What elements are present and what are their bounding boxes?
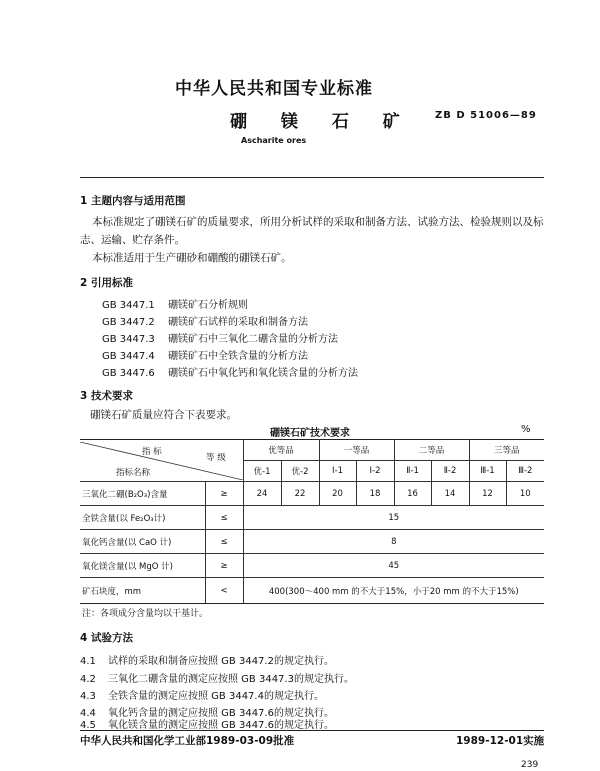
- table-corner-cell: [80, 440, 243, 482]
- row-operator: <: [205, 578, 243, 604]
- section1-para1-line1: 本标准规定了硼镁石矿的质量要求，所用分析试样的采取和制备方法、试验方法、检验规则以及标: [92, 216, 544, 228]
- corner-label-indicator: 指 标: [142, 446, 162, 457]
- method-text: 全铁含量的测定应按照 GB 3447.4的规定执行。: [108, 691, 324, 702]
- table-cell: 10: [506, 482, 544, 506]
- section3-intro: 硼镁石矿质量应符合下表要求。: [90, 409, 237, 421]
- subgrade-header: Ⅲ-2: [506, 461, 544, 482]
- reference-title: 硼镁矿石中全铁含量的分析方法: [168, 351, 308, 362]
- method-number: 4.4: [80, 708, 96, 719]
- table-caption: 硼镁石矿技术要求: [270, 428, 350, 439]
- row-operator: ≥: [205, 482, 243, 506]
- method-number: 4.5: [80, 720, 96, 731]
- row-name: 氧化镁含量(以 MgO 计): [80, 554, 205, 578]
- table-cell: 14: [431, 482, 469, 506]
- reference-code: GB 3447.6: [102, 368, 155, 379]
- reference-title: 硼镁矿石中三氧化二硼含量的分析方法: [168, 334, 338, 345]
- method-number: 4.2: [80, 674, 96, 685]
- document-title: 硼 镁 石 矿: [230, 112, 414, 132]
- reference-item: [102, 347, 308, 362]
- section2-heading: 2 引用标准: [80, 277, 133, 289]
- standard-code: ZB D 51006—89: [435, 110, 537, 121]
- footer-rule: [80, 730, 544, 731]
- table-cell: 12: [469, 482, 506, 506]
- section3-heading: 3 技术要求: [80, 390, 133, 402]
- subgrade-header: Ⅱ-2: [431, 461, 469, 482]
- corner-label-name: 指标名称: [116, 467, 151, 478]
- reference-code: GB 3447.4: [102, 351, 155, 362]
- table-unit: %: [521, 424, 531, 435]
- table-cell-merged: 400(300～400 mm 的不大于15%，小于20 mm 的不大于15%): [243, 578, 544, 604]
- method-number: 4.3: [80, 691, 96, 702]
- table-cell: 16: [394, 482, 431, 506]
- table-cell: 24: [243, 482, 281, 506]
- reference-item: [102, 313, 308, 328]
- section1-para2: 本标准适用于生产硼砂和硼酸的硼镁石矿。: [92, 252, 292, 264]
- table-cell-merged: 8: [243, 530, 544, 554]
- header-rule: [80, 177, 544, 178]
- reference-item: [102, 330, 338, 345]
- page-number: 239: [521, 760, 539, 770]
- row-operator: ≤: [205, 530, 243, 554]
- reference-title: 硼镁矿石试样的采取和制备方法: [168, 317, 308, 328]
- table-cell-merged: 15: [243, 506, 544, 530]
- method-item: [80, 687, 324, 702]
- row-name: 氧化钙含量(以 CaO 计): [80, 530, 205, 554]
- standard-org: 中华人民共和国专业标准: [175, 79, 373, 99]
- method-item: [80, 716, 334, 731]
- reference-code: GB 3447.2: [102, 317, 155, 328]
- implementation-date: 1989-12-01实施: [456, 735, 545, 747]
- method-text: 三氧化二硼含量的测定应按照 GB 3447.3的规定执行。: [108, 674, 354, 685]
- section4-heading: 4 试验方法: [80, 632, 133, 644]
- grade-header: 一等品: [319, 440, 394, 461]
- subgrade-header: Ⅱ-1: [394, 461, 431, 482]
- method-text: 氧化钙含量的测定应按照 GB 3447.6的规定执行。: [108, 708, 334, 719]
- table-note: 注：各项成分含量均以干基计。: [82, 609, 209, 619]
- subgrade-header: Ⅰ-1: [319, 461, 356, 482]
- row-name: 全铁含量(以 Fe₂O₃计): [80, 506, 205, 530]
- approval-line: 中华人民共和国化学工业部1989-03-09批准: [80, 735, 295, 747]
- reference-code: GB 3447.3: [102, 334, 155, 345]
- row-operator: ≥: [205, 554, 243, 578]
- table-cell-merged: 45: [243, 554, 544, 578]
- reference-item: [102, 296, 248, 311]
- row-name: 三氧化二硼(B₂O₃)含量: [80, 482, 205, 506]
- method-text: 试样的采取和制备应按照 GB 3447.2的规定执行。: [108, 656, 334, 667]
- subgrade-header: 优-2: [281, 461, 319, 482]
- english-title: Ascharite ores: [241, 136, 307, 145]
- method-number: 4.1: [80, 656, 96, 667]
- grade-header: 优等品: [243, 440, 319, 461]
- row-operator: ≤: [205, 506, 243, 530]
- subgrade-header: Ⅲ-1: [469, 461, 506, 482]
- method-item: [80, 670, 354, 685]
- method-item: [80, 652, 334, 667]
- reference-item: [102, 364, 358, 379]
- reference-title: 硼镁矿石分析规则: [168, 300, 248, 311]
- method-text: 氧化镁含量的测定应按照 GB 3447.6的规定执行。: [108, 720, 334, 731]
- reference-title: 硼镁矿石中氧化钙和氧化镁含量的分析方法: [168, 368, 358, 379]
- section1-para1-line2: 志、运输、贮存条件。: [80, 234, 185, 246]
- grade-header: 三等品: [469, 440, 544, 461]
- subgrade-header: Ⅰ-2: [356, 461, 394, 482]
- subgrade-header: 优-1: [243, 461, 281, 482]
- table-cell: 18: [356, 482, 394, 506]
- table-cell: 20: [319, 482, 356, 506]
- corner-label-grade: 等 级: [206, 452, 226, 463]
- reference-code: GB 3447.1: [102, 300, 155, 311]
- spec-table: [80, 439, 544, 604]
- table-cell: 22: [281, 482, 319, 506]
- grade-header: 二等品: [394, 440, 469, 461]
- row-name: 矿石块度，mm: [80, 578, 205, 604]
- section1-heading: 1 主题内容与适用范围: [80, 195, 186, 207]
